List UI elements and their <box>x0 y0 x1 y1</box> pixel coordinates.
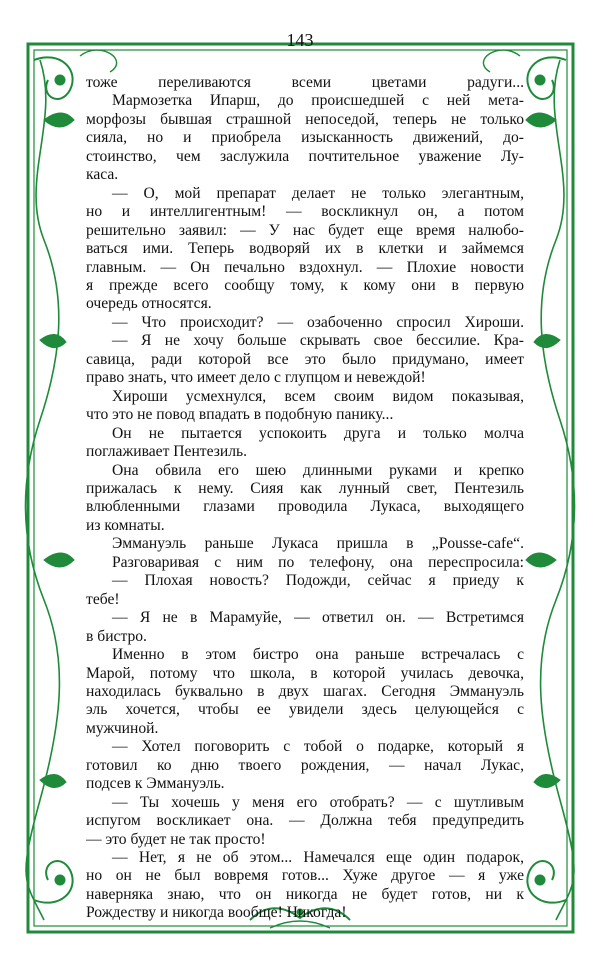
text-line: прижалась к нему. Сияя как лунный свет, Пентезиль <box>86 479 524 497</box>
text-line: мужчиной. <box>86 719 159 737</box>
text-line: Именно в этом бистро она раньше встречалась с <box>112 646 524 664</box>
text-line: — Хотел поговорить с тобой о подарке, который я <box>112 738 524 756</box>
text-line: готовил ко дню твоего рождения, — начал Лукас, <box>86 756 524 774</box>
body-text <box>86 74 524 923</box>
text-line: подсев к Эммануэль. <box>86 775 225 793</box>
text-line: — Нет, я не об этом... Намечался еще один подарок, <box>112 849 524 867</box>
text-line: испугом воскликает она. — Должна тебя предупредить <box>86 812 524 830</box>
text-line: — О, мой препарат делает не только элегантным, <box>112 184 524 202</box>
text-line: влюбленными глазами проводила Лукаса, выходящего <box>86 498 524 516</box>
text-line: но и интеллигентным! — воскликнул он, а потом <box>86 203 524 221</box>
text-line: — это будет не так просто! <box>86 830 266 848</box>
text-line: Марой, потому что школа, в которой училась девочка, <box>86 664 524 682</box>
text-line: Хироши усмехнулся, всем своим видом показывая, <box>112 387 524 405</box>
text-line: тоже переливаются всеми цветами радуги... <box>86 74 524 91</box>
text-line: Разговаривая с ним по телефону, она переспросила: <box>112 553 524 571</box>
text-line: Она обвила его шею длинными руками и крепко <box>112 461 524 479</box>
text-line: поглаживает Пентезиль. <box>86 443 248 461</box>
text-line: очередь относятся. <box>86 295 212 313</box>
text-line: сияла, но и приобрела изысканность движений, до- <box>86 129 524 147</box>
text-line: — Ты хочешь у меня его отобрать? — с шутливым <box>112 793 524 811</box>
text-line: — Я не хочу больше скрывать свое бессилие. Кра- <box>112 332 524 350</box>
text-line: савица, ради которой все это было придумано, имеет <box>86 350 524 368</box>
text-line: право знать, что имеет дело с глупцом и невеждой! <box>86 369 426 387</box>
text-line: Он не пытается успокоить друга и только молча <box>112 424 524 442</box>
text-line: в бистро. <box>86 627 147 645</box>
text-line: наверняка знаю, что он никогда не будет готов, ни к <box>86 885 524 903</box>
text-line: — Я не в Марамуйе, — ответил он. — Встретимся <box>112 609 524 627</box>
text-line: из комнаты. <box>86 516 165 534</box>
text-line: Эммануэль раньше Лукаса пришла в „Pousse-cafe“. <box>112 535 524 553</box>
text-line: находилась буквально в двух шагах. Сегодня Эммануэль <box>86 682 524 700</box>
text-line: каса. <box>86 166 119 184</box>
text-line: что это не повод впадать в подобную панику... <box>86 406 394 424</box>
text-line: Рождеству и никогда вообще! Никогда! <box>86 904 347 922</box>
text-line: эль хочется, чтобы ее увидели здесь целующейся с <box>86 701 524 719</box>
text-line: но он не был вовремя готов... Хуже другое — я уже <box>86 867 524 885</box>
text-line: морфозы бывшая страшной непоседой, теперь не только <box>86 110 524 128</box>
text-line: ваться ими. Теперь водворяй их в клетки и займемся <box>86 240 524 258</box>
text-line: стоинство, чем заслужила почтительное уважение Лу- <box>86 147 524 165</box>
text-line: я прежде всего сообщу тому, к кому они в первую <box>86 276 524 294</box>
text-line: Мармозетка Ипарш, до происшедшей с ней мета- <box>112 92 524 110</box>
text-line: — Плохая новость? Подожди, сейчас я приеду к <box>112 572 524 590</box>
text-line: решительно заявил: — У нас будет еще время налюбо- <box>86 221 524 239</box>
text-line: главным. — Он печально вздохнул. — Плохие новости <box>86 258 524 276</box>
page-number: 143 <box>286 30 314 50</box>
text-line: тебе! <box>86 590 120 608</box>
text-line: — Что происходит? — озабоченно спросил Хироши. <box>112 313 524 331</box>
